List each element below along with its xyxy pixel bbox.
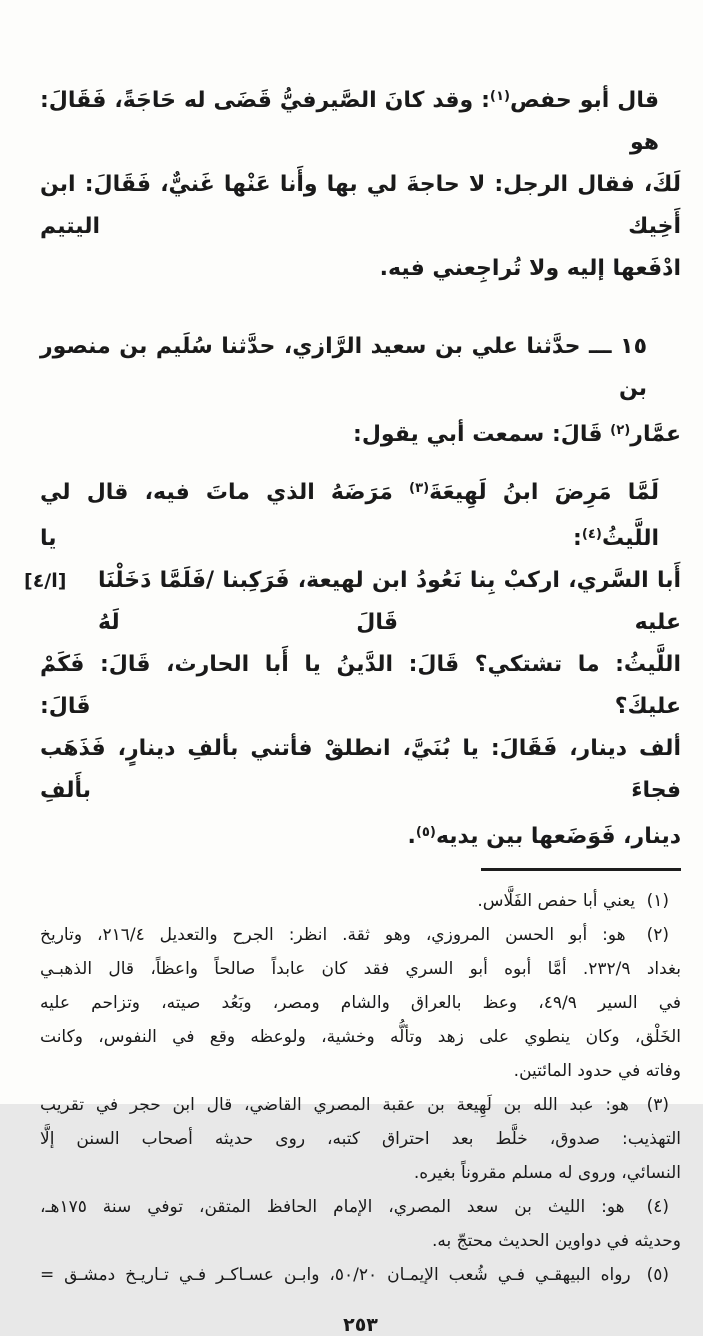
- text-line: عمَّار$^{(٢)}$ قَالَ: سمعت أبي يقول:: [353, 422, 681, 447]
- footnote-ref: (٢): [610, 423, 631, 438]
- footnote-marker: (٣): [646, 1095, 670, 1115]
- paragraph: [24, 468, 681, 858]
- text-line: لَكَ، فقال الرجل: لا حاجةَ لي بها وأَنا عَنْها غَنيٌّ، فَقَالَ: ابن أَخِيك اليتيم: [40, 172, 681, 239]
- footnote-marker: (٤): [646, 1197, 669, 1217]
- text-line: ألف دينار، فَقَالَ: يا بُنَيَّ، انطلقْ فأتني بألفِ دينارٍ، فَذَهَب فجاءَ بأَلفِ: [40, 736, 681, 803]
- footnote-text: هو: أبو الحسن المروزي، وهو ثقة. انظر: الجرح والتعديل ٢١٦/٤، وتاريخ: [40, 925, 626, 945]
- footnote-line: التهذيب: صدوق، خلَّط بعد احتراق كتبه، روى حديثه أصحاب السنن إلَّا: [40, 1129, 681, 1149]
- footnote-line: [40, 1088, 681, 1122]
- footnotes-section: [40, 884, 681, 1292]
- footnote-line: بغداد ٢٣٢/٩. أمَّا أبوه أبو السري فقد كان عابداً صالحاً واعظاً، قال الذهبـي: [40, 959, 681, 979]
- footnote-ref: (١): [489, 89, 511, 104]
- footnote-line: وحديثه في دواوين الحديث محتجّ به.: [432, 1231, 681, 1251]
- footnote-ref: (٤): [581, 527, 602, 542]
- text-line: دينار، فَوَضَعها بين يديه$^{(٥)}$.: [407, 824, 681, 849]
- footnote-line: [40, 1190, 681, 1224]
- footnote-marker: (١): [646, 891, 669, 911]
- footnote-text: هو: عبد الله بن لَهِيعة بن عقبة المصري القاضي، قال ابن حجر في تقريب: [40, 1095, 629, 1115]
- paragraph: [40, 326, 681, 456]
- footnote-line: النسائي، وروى له مسلم مقروناً بغيره.: [413, 1163, 681, 1183]
- footnote-line: [40, 884, 681, 918]
- footnote-line: [40, 918, 681, 952]
- text-line: اللَّيثُ: ما تشتكي؟ قَالَ: الدَّينُ يا أَبا الحارث، قَالَ: فَكَمْ عليكَ؟ قَالَ:: [40, 652, 681, 719]
- footnote-ref: (٥): [415, 825, 436, 840]
- footnote-line: في السير ٤٩/٩، وعظ بالعراق والشام ومصر، وبَعُد صيته، وتزاحم عليه: [40, 993, 681, 1013]
- footnote-line: وفاته في حدود المائتين.: [513, 1061, 681, 1081]
- footnote-marker: (٥): [646, 1265, 669, 1285]
- footnote-ref: (٣): [409, 481, 430, 496]
- footnote-line: الخَلْق، وكان ينطوي على زهد وتألُّه وخشية، ولوعظه وقع في النفوس، وكانت: [40, 1027, 681, 1047]
- body-text: [24, 76, 681, 858]
- text-line-content: أَبا السَّري، اركبْ بِنا نَعُودُ ابن لهيعة، فَرَكِبنا /فَلَمَّا دَخَلْنَا عليه قَالَ لَهُ: [98, 568, 681, 635]
- footnote-separator: [481, 868, 681, 871]
- text-line: ١٥ ـــ حدَّثنا علي بن سعيد الرَّازي، حدَّثنا سُلَيم بن منصور بن: [40, 334, 647, 401]
- footnote-line: [40, 1258, 681, 1292]
- paragraph: [40, 76, 681, 290]
- footnote-marker: (٢): [646, 925, 669, 945]
- footnote-text: هو: الليث بن سعد المصري، الإمام الحافظ المتقن، توفي سنة ١٧٥هـ،: [40, 1197, 625, 1217]
- footnote-text: يعني أبا حفص الفَلَّاس.: [477, 891, 636, 911]
- text-line: [24, 560, 681, 644]
- text-line: ادْفَعها إليه ولا تُراجِعني فيه.: [379, 256, 681, 281]
- folio-margin-note: [ا/٤]: [24, 570, 67, 592]
- text-line: لَمَّا مَرِضَ ابنُ لَهِيعَةَ$^{(٣)}$ مَرَضَهُ الذي ماتَ فيه، قال لي اللَّيثُ$^{(٤)}$: يا: [40, 480, 659, 551]
- page-number: ٢٥٣: [343, 1314, 378, 1336]
- text-line: قال أبو حفص$^{(١)}$: وقد كانَ الصَّيرفيُّ قَضَى له حَاجَةً، فَقَالَ: هو: [40, 88, 660, 155]
- footnote-text: رواه البيهقـي فـي شُعب الإيمـان ٥٠/٢٠، وابـن عسـاكـر فـي تـاريـخ دمشـق =: [40, 1265, 631, 1285]
